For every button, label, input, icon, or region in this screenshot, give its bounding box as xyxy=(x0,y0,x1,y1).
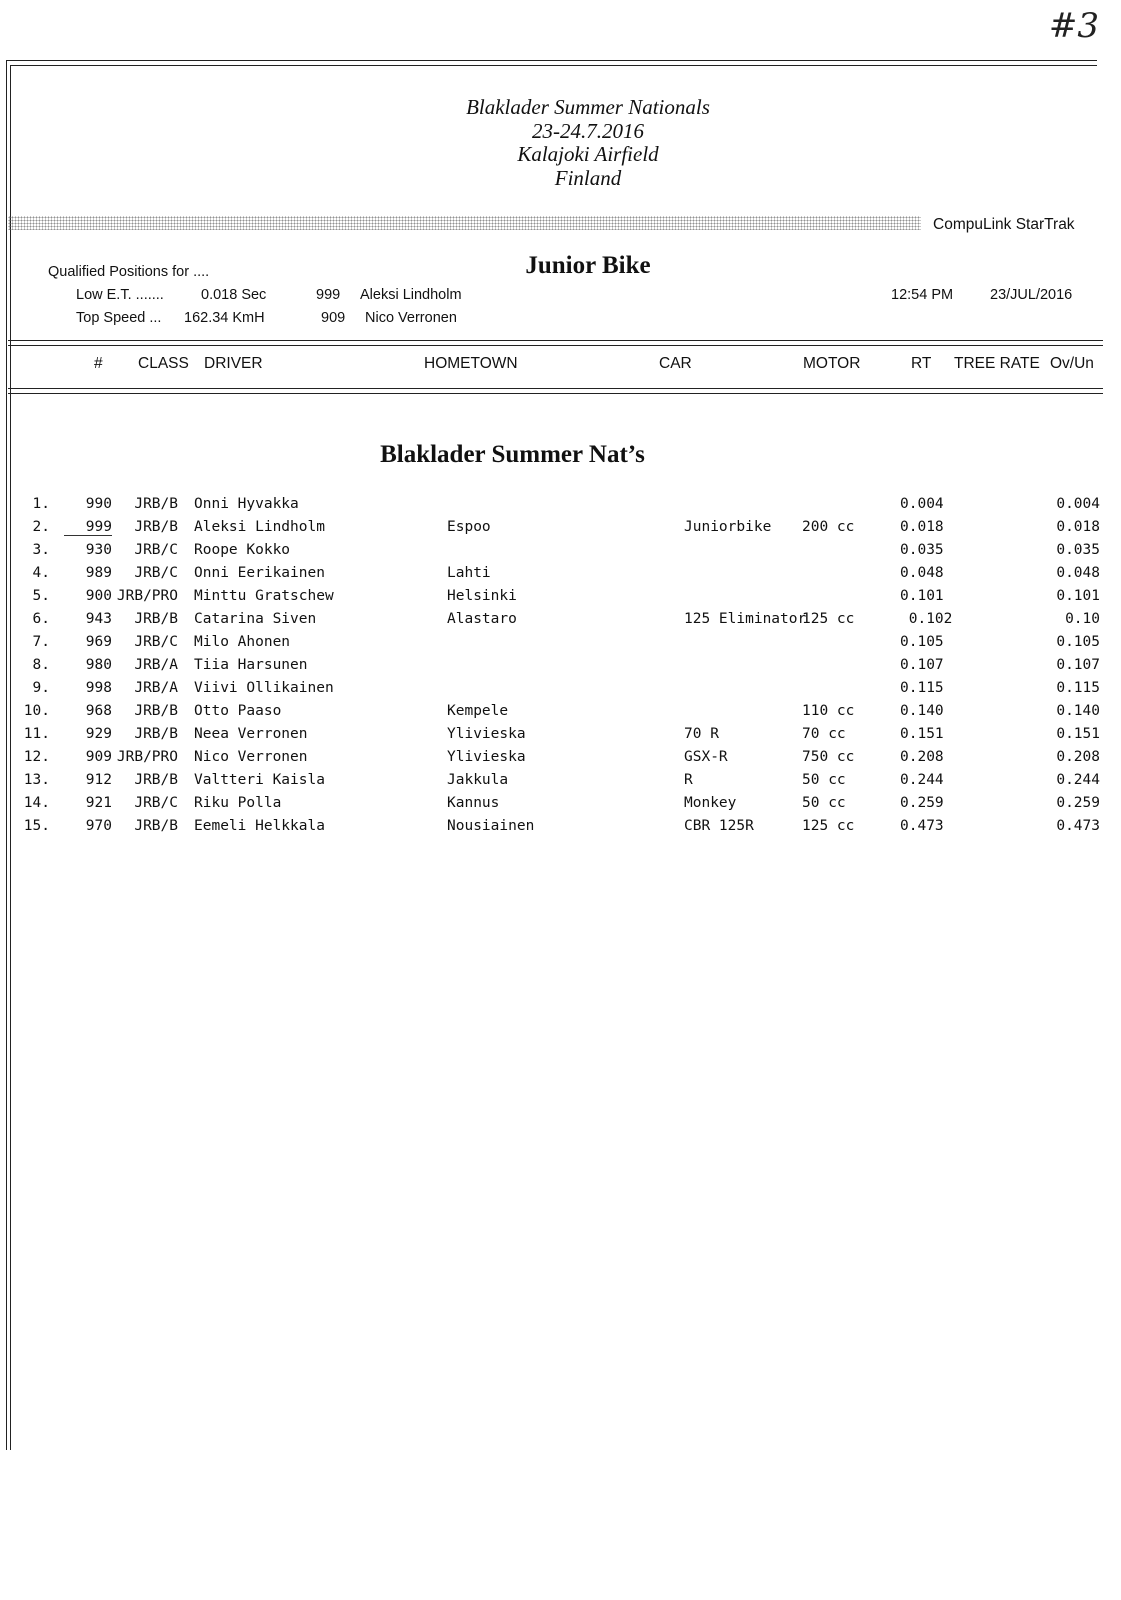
class: JRB/B xyxy=(134,703,178,719)
reaction-time: 0.140 xyxy=(900,703,944,719)
entry-number: 930 xyxy=(85,542,112,558)
column-header-motor: MOTOR xyxy=(803,355,861,372)
column-header-hometown: HOMETOWN xyxy=(424,355,518,372)
driver: Minttu Gratschew xyxy=(194,588,334,604)
handwritten-page-number: #3 xyxy=(1048,6,1099,46)
class: JRB/PRO xyxy=(116,588,178,604)
column-header-ov-un: Ov/Un xyxy=(1050,355,1094,372)
brand-label: CompuLink StarTrak xyxy=(933,216,1075,233)
car: 70 R xyxy=(684,726,719,742)
position: 2. xyxy=(32,519,50,535)
driver: Viivi Ollikainen xyxy=(194,680,334,696)
results-title: Blaklader Summer Nat’s xyxy=(380,441,645,468)
table-row xyxy=(0,703,1121,726)
table-row xyxy=(0,588,1121,611)
motor: 110 cc xyxy=(802,703,855,719)
position: 3. xyxy=(32,542,50,558)
position: 6. xyxy=(32,611,50,627)
over-under: 0.048 xyxy=(1056,565,1100,581)
driver: Riku Polla xyxy=(194,795,282,811)
entry-number: 912 xyxy=(85,772,112,788)
car: R xyxy=(684,772,693,788)
class: JRB/PRO xyxy=(116,749,178,765)
driver: Roope Kokko xyxy=(194,542,291,558)
class: JRB/B xyxy=(134,818,178,834)
reaction-time: 0.004 xyxy=(900,496,944,512)
column-header-class: CLASS xyxy=(138,355,189,372)
column-header-num: # xyxy=(94,355,103,372)
hometown: Alastaro xyxy=(447,611,517,627)
header-rule xyxy=(8,345,1103,346)
driver: Eemeli Helkkala xyxy=(194,818,325,834)
driver: Catarina Siven xyxy=(194,611,317,627)
motor: 70 cc xyxy=(802,726,846,742)
header-rule xyxy=(8,340,1103,341)
top-speed-label: Top Speed ... xyxy=(76,310,162,326)
driver: Nico Verronen xyxy=(194,749,308,765)
header-rule xyxy=(8,388,1103,389)
table-row xyxy=(0,795,1121,818)
motor: 50 cc xyxy=(802,772,846,788)
driver: Onni Eerikainen xyxy=(194,565,325,581)
reaction-time: 0.259 xyxy=(900,795,944,811)
table-row xyxy=(0,496,1121,519)
column-header-driver: DRIVER xyxy=(204,355,263,372)
top-speed-value: 162.34 KmH xyxy=(184,310,265,326)
motor: 750 cc xyxy=(802,749,855,765)
table-row xyxy=(0,749,1121,772)
table-row xyxy=(0,542,1121,565)
entry-number: 968 xyxy=(85,703,112,719)
event-venue: Kalajoki Airfield xyxy=(517,142,659,166)
reaction-time: 0.035 xyxy=(900,542,944,558)
reaction-time: 0.107 xyxy=(900,657,944,673)
column-header-car: CAR xyxy=(659,355,692,372)
report-time: 12:54 PM xyxy=(891,287,954,303)
event-header xyxy=(0,96,1121,190)
dotted-separator xyxy=(8,216,921,230)
motor: 200 cc xyxy=(802,519,855,535)
position: 4. xyxy=(32,565,50,581)
reaction-time: 0.208 xyxy=(900,749,944,765)
table-row xyxy=(0,634,1121,657)
reaction-time: 0.151 xyxy=(900,726,944,742)
column-header-tree-rate: TREE RATE xyxy=(954,355,1040,372)
over-under: 0.140 xyxy=(1056,703,1100,719)
driver: Tiia Harsunen xyxy=(194,657,308,673)
table-row xyxy=(0,726,1121,749)
entry-number: 970 xyxy=(85,818,112,834)
position: 13. xyxy=(23,772,50,788)
over-under: 0.004 xyxy=(1056,496,1100,512)
class: JRB/B xyxy=(134,496,178,512)
entry-number: 990 xyxy=(85,496,112,512)
driver: Otto Paaso xyxy=(194,703,282,719)
frame-line xyxy=(6,60,1097,61)
table-row xyxy=(0,680,1121,703)
table-row xyxy=(0,565,1121,588)
motor: 125 cc xyxy=(802,818,855,834)
class: JRB/A xyxy=(134,680,178,696)
class: JRB/B xyxy=(134,519,178,535)
column-header-rt: RT xyxy=(911,355,932,372)
low-et-driver: Aleksi Lindholm xyxy=(360,287,462,303)
entry-number: 900 xyxy=(85,588,112,604)
reaction-time: 0.101 xyxy=(900,588,944,604)
over-under: 0.259 xyxy=(1056,795,1100,811)
table-row xyxy=(0,611,1121,634)
over-under: 0.035 xyxy=(1056,542,1100,558)
reaction-time: 0.048 xyxy=(900,565,944,581)
hometown: Kannus xyxy=(447,795,500,811)
low-et-label: Low E.T. ....... xyxy=(76,287,164,303)
class: JRB/C xyxy=(134,795,178,811)
position: 5. xyxy=(32,588,50,604)
entry-number: 998 xyxy=(85,680,112,696)
position: 14. xyxy=(23,795,50,811)
over-under: 0.018 xyxy=(1056,519,1100,535)
over-under: 0.105 xyxy=(1056,634,1100,650)
qualified-label: Qualified Positions for .... xyxy=(48,264,210,280)
report-date: 23/JUL/2016 xyxy=(990,287,1073,303)
class: JRB/C xyxy=(134,542,178,558)
entry-number: 989 xyxy=(85,565,112,581)
entry-number: 929 xyxy=(85,726,112,742)
driver: Milo Ahonen xyxy=(194,634,291,650)
over-under: 0.151 xyxy=(1056,726,1100,742)
top-speed-driver: Nico Verronen xyxy=(365,310,457,326)
reaction-time: 0.473 xyxy=(900,818,944,834)
position: 11. xyxy=(23,726,50,742)
low-et-number: 999 xyxy=(316,287,341,303)
car: GSX-R xyxy=(684,749,728,765)
position: 10. xyxy=(23,703,50,719)
driver: Neea Verronen xyxy=(194,726,308,742)
entry-number: 999 xyxy=(64,519,112,536)
hometown: Helsinki xyxy=(447,588,517,604)
table-row xyxy=(0,818,1121,841)
position: 12. xyxy=(23,749,50,765)
driver: Onni Hyvakka xyxy=(194,496,299,512)
table-row xyxy=(0,519,1121,542)
hometown: Ylivieska xyxy=(447,749,526,765)
class: JRB/B xyxy=(134,772,178,788)
over-under: 0.208 xyxy=(1056,749,1100,765)
driver: Valtteri Kaisla xyxy=(194,772,325,788)
hometown: Ylivieska xyxy=(447,726,526,742)
car: Monkey xyxy=(684,795,737,811)
entry-number: 921 xyxy=(85,795,112,811)
class: JRB/B xyxy=(134,611,178,627)
hometown: Nousiainen xyxy=(447,818,535,834)
over-under: 0.10 xyxy=(1065,611,1100,627)
header-rule xyxy=(8,393,1103,394)
position: 15. xyxy=(23,818,50,834)
over-under: 0.101 xyxy=(1056,588,1100,604)
frame-line xyxy=(10,65,1097,66)
top-speed-number: 909 xyxy=(321,310,346,326)
class-title: Junior Bike xyxy=(525,252,651,279)
position: 7. xyxy=(32,634,50,650)
position: 1. xyxy=(32,496,50,512)
over-under: 0.115 xyxy=(1056,680,1100,696)
class: JRB/C xyxy=(134,634,178,650)
entry-number: 969 xyxy=(85,634,112,650)
class: JRB/B xyxy=(134,726,178,742)
over-under: 0.107 xyxy=(1056,657,1100,673)
hometown: Jakkula xyxy=(447,772,509,788)
table-row xyxy=(0,772,1121,795)
reaction-time: 0.018 xyxy=(900,519,944,535)
motor: 125 cc xyxy=(802,611,855,627)
over-under: 0.244 xyxy=(1056,772,1100,788)
motor: 50 cc xyxy=(802,795,846,811)
driver: Aleksi Lindholm xyxy=(194,519,325,535)
class: JRB/A xyxy=(134,657,178,673)
hometown: Espoo xyxy=(447,519,491,535)
entry-number: 909 xyxy=(85,749,112,765)
table-row xyxy=(0,657,1121,680)
reaction-time: 0.102 xyxy=(900,611,953,627)
reaction-time: 0.105 xyxy=(900,634,944,650)
reaction-time: 0.244 xyxy=(900,772,944,788)
car: CBR 125R xyxy=(684,818,754,834)
position: 8. xyxy=(32,657,50,673)
car: 125 Eliminator xyxy=(684,611,807,627)
event-country: Finland xyxy=(554,165,622,190)
over-under: 0.473 xyxy=(1056,818,1100,834)
car: Juniorbike xyxy=(684,519,772,535)
entry-number: 980 xyxy=(85,657,112,673)
position: 9. xyxy=(32,680,50,696)
hometown: Lahti xyxy=(447,565,491,581)
event-name: Blaklader Summer Nationals xyxy=(466,95,710,119)
event-dates: 23-24.7.2016 xyxy=(532,118,644,143)
reaction-time: 0.115 xyxy=(900,680,944,696)
class: JRB/C xyxy=(134,565,178,581)
entry-number: 943 xyxy=(85,611,112,627)
low-et-value: 0.018 Sec xyxy=(201,287,267,303)
hometown: Kempele xyxy=(447,703,509,719)
